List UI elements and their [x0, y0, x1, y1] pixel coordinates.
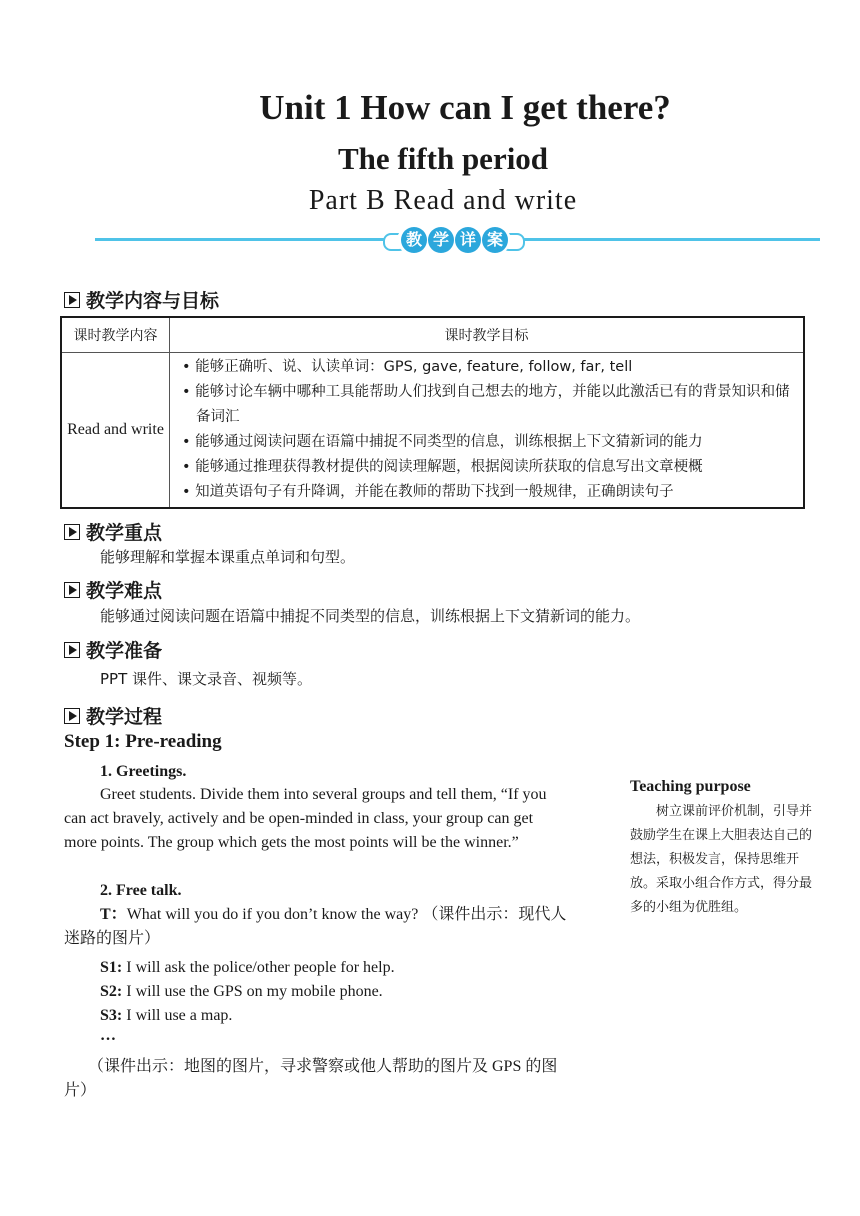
banner-divider [95, 226, 820, 256]
difficulties-text: 能够通过阅读问题在语篇中捕捉不同类型的信息，训练根据上下文猜新词的能力。 [100, 607, 641, 625]
goals-table [60, 316, 805, 509]
section-heading-label: 教学内容与目标 [86, 290, 220, 312]
section-heading-label: 教学过程 [86, 706, 163, 728]
banner-badge [383, 226, 525, 254]
dialogue-line [100, 980, 383, 1004]
goal-item: • 能够通过推理获得教材提供的阅读理解题，根据阅读所获取的信息写出文章梗概 [182, 459, 703, 475]
dialogue-text: I will use a map. [122, 1007, 233, 1024]
period-title: The fifth period [337, 141, 549, 176]
teaching-purpose-title: Teaching purpose [630, 778, 751, 795]
section-heading-label: 教学难点 [86, 580, 163, 602]
section-heading-label: 教学准备 [86, 640, 163, 662]
teacher-line [64, 903, 579, 951]
table-row [61, 353, 804, 509]
play-triangle-icon [64, 642, 80, 658]
teaching-purpose-text: 树立课前评价机制，引导并鼓励学生在课上大胆表达自己的想法，积极发言，保持思维开放。采取小组合作方式，得分最多的小组为优胜组。 [630, 804, 813, 915]
speaker-label: S3: [100, 1007, 123, 1024]
section-heading-process [64, 702, 162, 729]
dialogue-line [100, 956, 395, 980]
part-title: Part B Read and write [308, 185, 578, 216]
table-header-goals: 课时教学目标 [170, 317, 805, 353]
goal-list [170, 353, 805, 509]
play-triangle-icon [64, 292, 80, 308]
row-label: Read and write [61, 353, 170, 509]
section-heading-key-points [64, 518, 162, 545]
teacher-text: What will you do if you don’t know the way? （课件出示：现代人迷路的图片） [64, 906, 567, 947]
section-heading-preparation [64, 636, 162, 663]
greetings-text: Greet students. Divide them into several groups and tell them, “If you can act bravely, actively and be open-minded in class, your group can get more points. The group which gets the most points will be the winner.” [64, 786, 547, 851]
play-triangle-icon [64, 582, 80, 598]
section-heading-difficulties [64, 576, 162, 603]
play-triangle-icon [64, 708, 80, 724]
speaker-label: S1: [100, 959, 123, 976]
table-header-content: 课时教学内容 [61, 317, 170, 353]
dialogue-line [100, 1004, 232, 1028]
dialogue-text: I will ask the police/other people for help. [122, 959, 395, 976]
section-heading-content-goals [64, 286, 219, 313]
table-header-row [61, 317, 804, 353]
play-triangle-icon [64, 524, 80, 540]
goal-item: • 能够正确听、说、认读单词：GPS, gave, feature, follow, far, tell [182, 359, 633, 375]
free-talk-heading: 2. Free talk. [100, 882, 182, 899]
badge-char: 教 [401, 227, 427, 253]
badge-char: 详 [455, 227, 481, 253]
badge-char: 学 [428, 227, 454, 253]
slide-note: （课件出示：地图的图片，寻求警察或他人帮助的图片及 GPS 的图片） [64, 1058, 558, 1099]
speaker-label: S2: [100, 983, 123, 1000]
page-title: Unit 1 How can I get there? [259, 88, 671, 127]
dialogue-ellipsis: … [100, 1027, 116, 1044]
preparation-text: PPT 课件、课文录音、视频等。 [100, 670, 313, 688]
section-heading-label: 教学重点 [86, 522, 163, 544]
goal-item: • 能够讨论车辆中哪种工具能帮助人们找到自己想去的地方，并能以此激活已有的背景知识和储备词汇 [182, 384, 790, 425]
greetings-heading: 1. Greetings. [100, 763, 187, 780]
goal-item: • 能够通过阅读问题在语篇中捕捉不同类型的信息，训练根据上下文猜新词的能力 [182, 434, 703, 450]
goal-item: • 知道英语句子有升降调，并能在教师的帮助下找到一般规律，正确朗读句子 [182, 484, 674, 500]
step-title: Step 1: Pre-reading [64, 731, 222, 752]
dialogue-text: I will use the GPS on my mobile phone. [122, 983, 383, 1000]
teacher-label: T： [100, 906, 127, 923]
key-points-text: 能够理解和掌握本课重点单词和句型。 [100, 548, 356, 566]
badge-char: 案 [482, 227, 508, 253]
